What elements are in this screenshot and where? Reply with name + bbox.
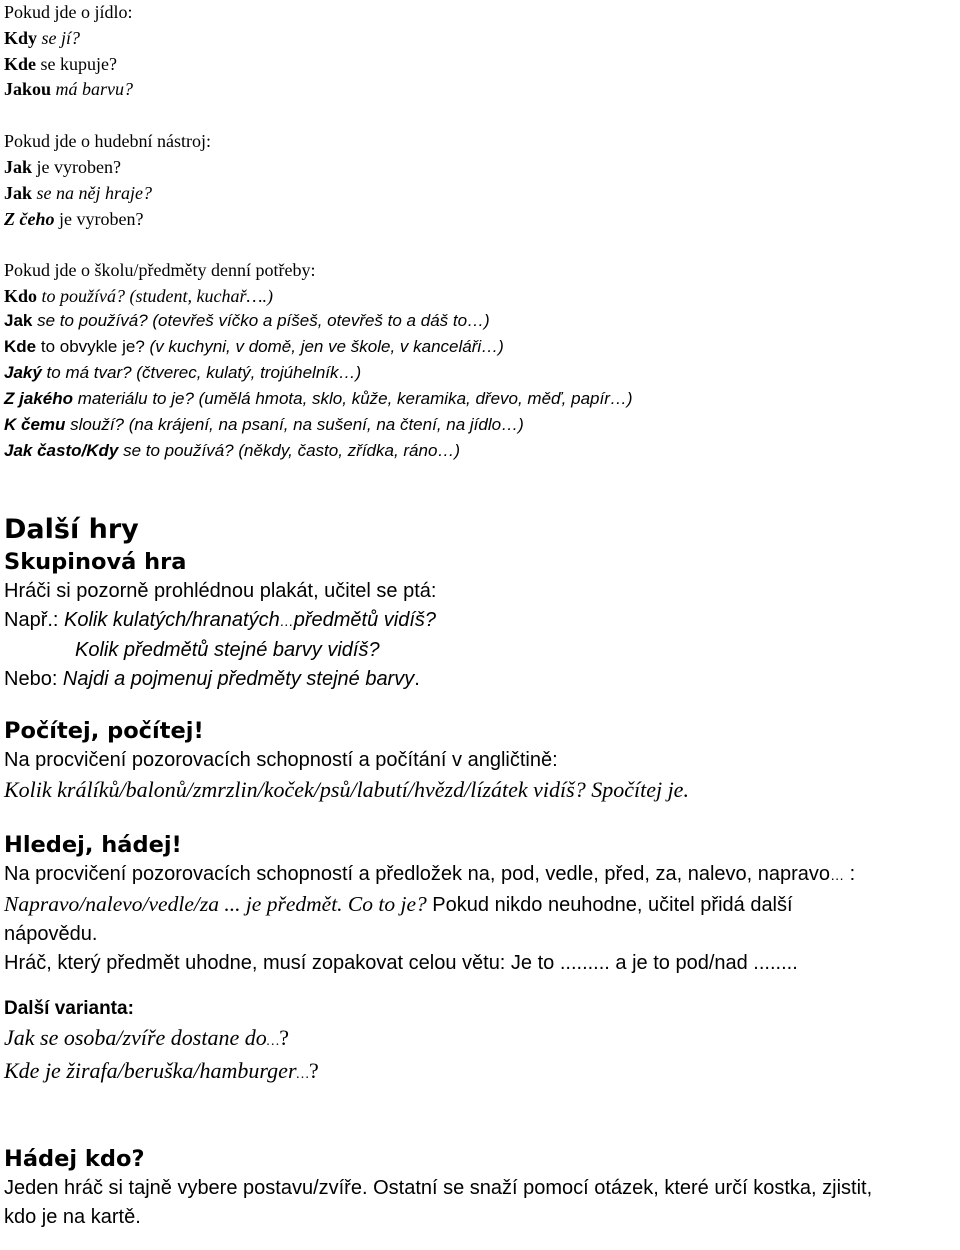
school-q5-keyword: Z jakého	[4, 389, 73, 409]
guess-line-2-italic: Napravo/nalevo/vedle/za ... je předmět. Co to je?	[4, 891, 427, 916]
guess-line-3: nápovědu.	[4, 922, 98, 945]
guess-line-1-end: :	[844, 862, 856, 885]
variant-line-1-text: Jak se osoba/zvíře dostane do	[4, 1024, 267, 1050]
school-q7-keyword: Jak často/Kdy	[4, 441, 119, 461]
school-question-1	[4, 284, 956, 310]
variant-line-2-ellipsis: …	[296, 1066, 309, 1082]
who-line-1: Jeden hráč si tajně vybere postavu/zvíře. Ostatní se snaží pomocí otázek, které určí kostka, zjistit,	[4, 1176, 873, 1199]
guess-line-2	[4, 890, 956, 920]
more-games-section	[4, 513, 956, 694]
food-question-2	[4, 52, 956, 78]
alternative-label: Nebo:	[4, 667, 58, 690]
group-game-alternative	[4, 665, 956, 694]
instrument-q1-text: je vyroben?	[32, 156, 121, 177]
example-label: Např.:	[4, 608, 59, 631]
group-game-intro: Hráči si pozorně prohlédnou plakát, učitel se ptá:	[4, 579, 437, 602]
instrument-q2-keyword: Jak	[4, 182, 33, 203]
variant-line-2-text: Kde je žirafa/beruška/hamburger	[4, 1057, 297, 1083]
school-q2-text: se to používá? (otevřeš víčko a píšeš, otevřeš to a dáš to…)	[32, 310, 490, 330]
group-game-example-1	[4, 606, 956, 636]
guess-line-1-text: Na procvičení pozorovacích schopností a předložek na, pod, vedle, před, za, nalevo, napravo	[4, 862, 831, 885]
food-q2-keyword: Kde	[4, 53, 37, 74]
guess-line-4: Hráč, který předmět uhodne, musí zopakovat celou větu: Je to ......... a je to pod/nad ........	[4, 951, 798, 974]
instrument-question-3	[4, 207, 956, 233]
alternative-text: Najdi a pojmenuj předměty stejné barvy	[57, 667, 415, 690]
food-q3-keyword: Jakou	[4, 79, 52, 100]
count-line-2: Kolik králíků/balonů/zmrzlin/koček/psů/labutí/hvězd/lízátek vidíš? Spočítej je.	[4, 776, 689, 802]
spacer	[4, 978, 956, 994]
variant-line-1-ellipsis: …	[266, 1033, 280, 1049]
school-q6-text: slouží? (na krájení, na psaní, na sušení, na čtení, na jídlo…)	[65, 415, 524, 435]
variant-line-2-end: ?	[308, 1057, 319, 1083]
group-game-example-2: Kolik předmětů stejné barvy vidíš?	[75, 638, 380, 661]
instrument-q2-text: se na něj hraje?	[32, 182, 152, 203]
school-questions-section	[4, 308, 956, 465]
school-q3-examples: (v kuchyni, v domě, jen ve škole, v kanceláři…)	[144, 337, 504, 357]
guess-section	[4, 830, 956, 1089]
school-heading: Pokud jde o školu/předměty denní potřeby:	[4, 260, 316, 281]
instrument-q3-text: je vyroben?	[54, 208, 144, 229]
school-q3-text: to obvykle je?	[36, 337, 145, 357]
school-question-4	[4, 360, 956, 386]
food-q1-text: se jí?	[37, 27, 81, 48]
count-title: Počítej, počítej!	[4, 717, 204, 744]
spacer	[4, 694, 956, 716]
school-q2-keyword: Jak	[4, 310, 33, 330]
spacer	[4, 804, 956, 830]
example-1-text-a: Kolik kulatých/hranatých	[58, 608, 280, 631]
document-page	[4, 0, 956, 1232]
school-q3-keyword: Kde	[4, 337, 37, 357]
alternative-dot: .	[414, 667, 420, 690]
food-section	[4, 0, 956, 310]
spacer	[4, 465, 956, 513]
food-heading: Pokud jde o jídlo:	[4, 2, 133, 22]
food-question-1	[4, 26, 956, 52]
instrument-question-1	[4, 155, 956, 181]
school-question-2	[4, 308, 956, 334]
count-section	[4, 716, 956, 804]
food-question-3	[4, 77, 956, 103]
count-line-1: Na procvičení pozorovacích schopností a počítání v angličtině:	[4, 748, 558, 771]
school-q1-text: to používá? (student, kuchař….)	[37, 286, 273, 307]
school-q4-keyword: Jaký	[4, 363, 42, 383]
spacer	[4, 1089, 956, 1144]
guess-line-1-ellipsis: …	[830, 866, 845, 883]
food-q1-keyword: Kdy	[4, 27, 38, 48]
more-games-title: Další hry	[4, 513, 139, 545]
group-game-title: Skupinová hra	[4, 548, 187, 575]
instrument-heading: Pokud jde o hudební nástroj:	[4, 131, 211, 152]
variant-line-1-end: ?	[279, 1024, 289, 1050]
food-q2-text: se kupuje?	[36, 53, 117, 74]
who-section	[4, 1144, 956, 1232]
guess-line-2-text: Pokud nikdo neuhodne, učitel přidá další	[426, 893, 793, 916]
example-1-ellipsis: …	[279, 612, 294, 629]
school-question-3	[4, 334, 956, 360]
school-q5-text: materiálu to je? (umělá hmota, sklo, kůže, keramika, dřevo, měď, papír…)	[72, 389, 633, 409]
who-line-2: kdo je na kartě.	[4, 1205, 141, 1228]
school-question-7	[4, 438, 956, 464]
school-q4-text: to má tvar? (čtverec, kulatý, trojúhelník…)	[41, 363, 362, 383]
variant-line-2	[4, 1056, 956, 1089]
school-q6-keyword: K čemu	[4, 415, 66, 435]
instrument-q1-keyword: Jak	[4, 156, 33, 177]
guess-line-1	[4, 860, 956, 890]
school-q7-text: se to používá? (někdy, často, zřídka, ráno…)	[118, 441, 461, 461]
guess-title: Hledej, hádej!	[4, 831, 182, 858]
example-1-text-b: předmětů vidíš?	[293, 608, 436, 631]
school-question-6	[4, 412, 956, 438]
variant-line-1	[4, 1023, 956, 1056]
instrument-question-2	[4, 181, 956, 207]
variant-title: Další varianta:	[4, 997, 134, 1019]
who-title: Hádej kdo?	[4, 1145, 145, 1172]
school-q1-keyword: Kdo	[4, 286, 38, 307]
instrument-q3-keyword: Z čeho	[4, 208, 55, 229]
food-q3-text: má barvu?	[51, 79, 134, 100]
school-question-5	[4, 386, 956, 412]
